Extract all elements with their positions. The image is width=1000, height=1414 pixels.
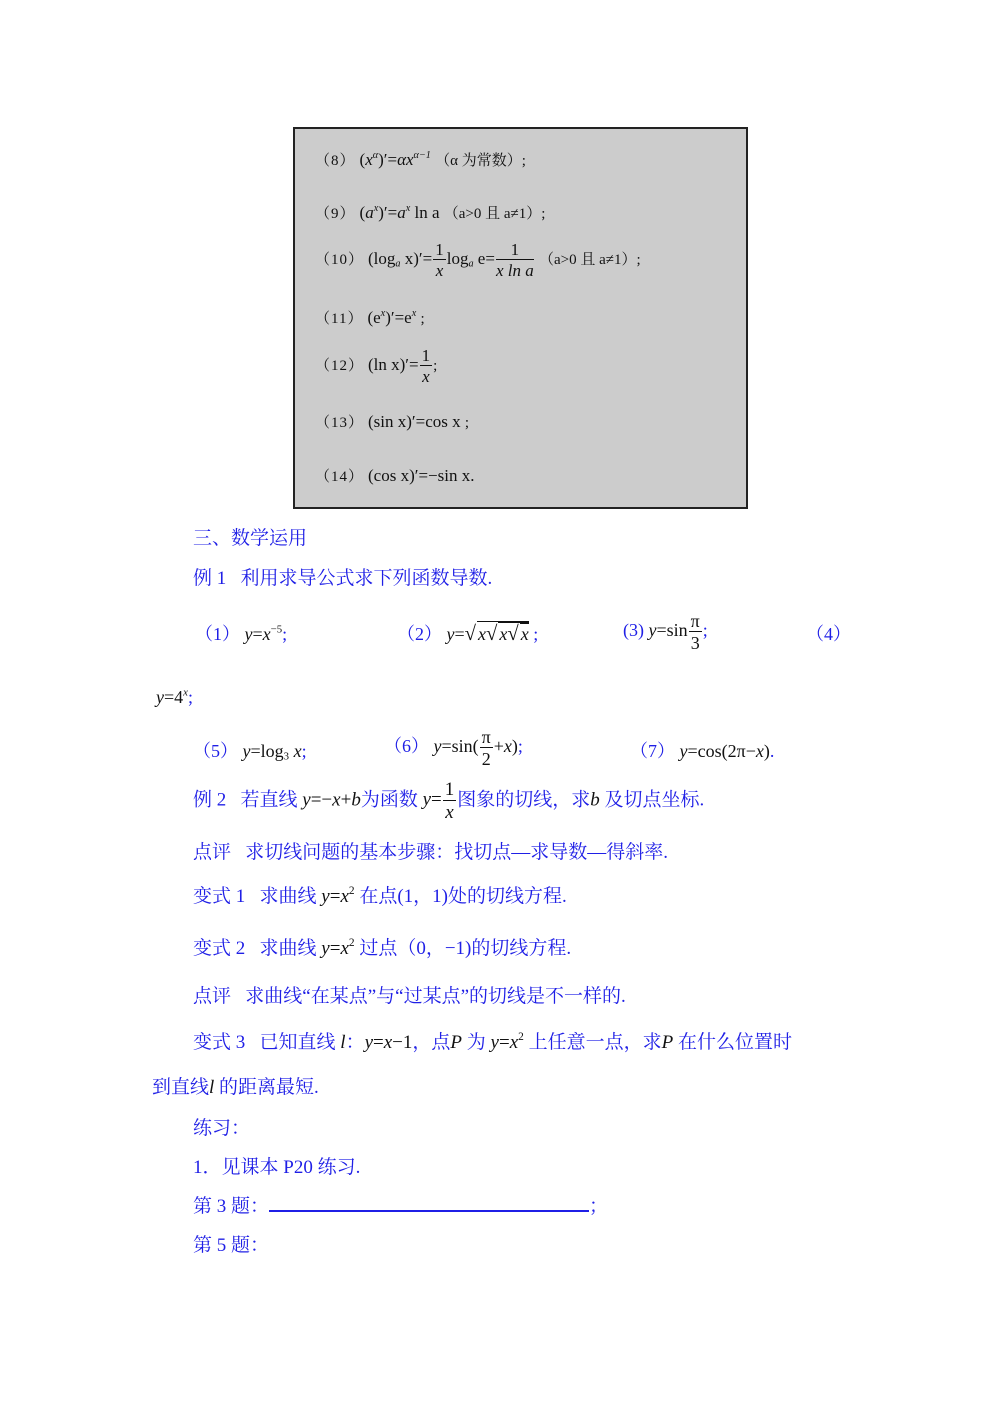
variant-2: 变式 2 求曲线 $y=x^2$ 过点（0，−1)的切线方程.	[193, 937, 572, 959]
fraction: $\frac{1}{\text{x ln a}}$	[495, 240, 534, 280]
comment-1: 点评 求切线问题的基本步骤：找切点—求导数—得斜率.	[193, 842, 669, 863]
example-1-item-4-number: （4）	[806, 624, 851, 644]
fraction: $\frac{\pi}{3}$	[690, 611, 700, 653]
example-1-item-6: （6） y=sin( $\frac{\pi}{2}$ +x);	[384, 727, 523, 769]
variant-3-line-2: 到直线l 的距离最短.	[152, 1077, 319, 1098]
practice-question-3: 第 3 题： ；	[193, 1191, 608, 1218]
formula-11: （11） $(e^x)'=e^x$ ;	[315, 307, 425, 327]
fraction: $\frac{\pi}{2}$	[481, 727, 491, 769]
practice-question-5: 第 5 题：	[193, 1235, 270, 1256]
derivative-formula-box	[293, 127, 748, 509]
example-1-item-3: (3) y=sin $\frac{\pi}{3}$ ;	[623, 611, 708, 653]
practice-title: 练习：	[193, 1118, 251, 1139]
example-1-item-2: （2） y=√ x√ x√ x ;	[397, 623, 539, 645]
formula-12: （12） (ln x)′= $\frac{1}{x}$ ;	[315, 346, 438, 386]
fraction: $\frac{1}{x}$	[421, 346, 431, 386]
fraction: $\frac{1}{x}$	[435, 240, 444, 280]
example-1-heading: 例 1 利用求导公式求下列函数导数.	[193, 568, 493, 589]
formula-9: （9） $(a^x)'=a^x$ ln a （a>0 且 a≠1）;	[315, 202, 546, 222]
fraction: $\frac{1}{x}$	[444, 779, 455, 823]
example-1-item-4-expression: $y=4^x$;	[156, 686, 193, 707]
formula-10: （10） ($\log_a$ x)′= $\frac{1}{x}$ $\log_a e=$ $\frac{1}{\text{x ln a}}$ （a>0 且 a≠1）;	[315, 240, 641, 280]
variant-3-line-1: 变式 3 已知直线 l：y=x−1，点P 为 $y=x^2$ 上任意一点，求P 在什么位置时	[193, 1031, 792, 1053]
formula-14: （14） (cos x)′=−sin x.	[315, 466, 475, 485]
example-1-item-1: （1） $y=x^{-5}$;	[195, 623, 288, 644]
example-1-item-5: （5） $y=\log_3$ x;	[193, 741, 307, 763]
example-2: 例 2 若直线 y=−x+b为函数 y= $\frac{1}{x}$ 图象的切线，求b 及切点坐标.	[193, 779, 705, 823]
formula-13: （13） (sin x)′=cos x ;	[315, 412, 470, 431]
comment-2: 点评 求曲线“在某点”与“过某点”的切线是不一样的.	[193, 986, 626, 1007]
section-title: 三、数学运用	[193, 528, 308, 549]
variant-1: 变式 1 求曲线 $y=x^2$ 在点(1，1)处的切线方程.	[193, 885, 567, 907]
practice-item-1: 1．见课本 P20 练习.	[193, 1157, 361, 1178]
answer-blank-line[interactable]	[269, 1192, 589, 1212]
formula-8: （8） $(x^\alpha)'=\alpha x^{\alpha-1}$ （α 为常数）;	[315, 149, 526, 169]
example-1-item-7: （7） y=cos(2π−x).	[630, 741, 775, 761]
